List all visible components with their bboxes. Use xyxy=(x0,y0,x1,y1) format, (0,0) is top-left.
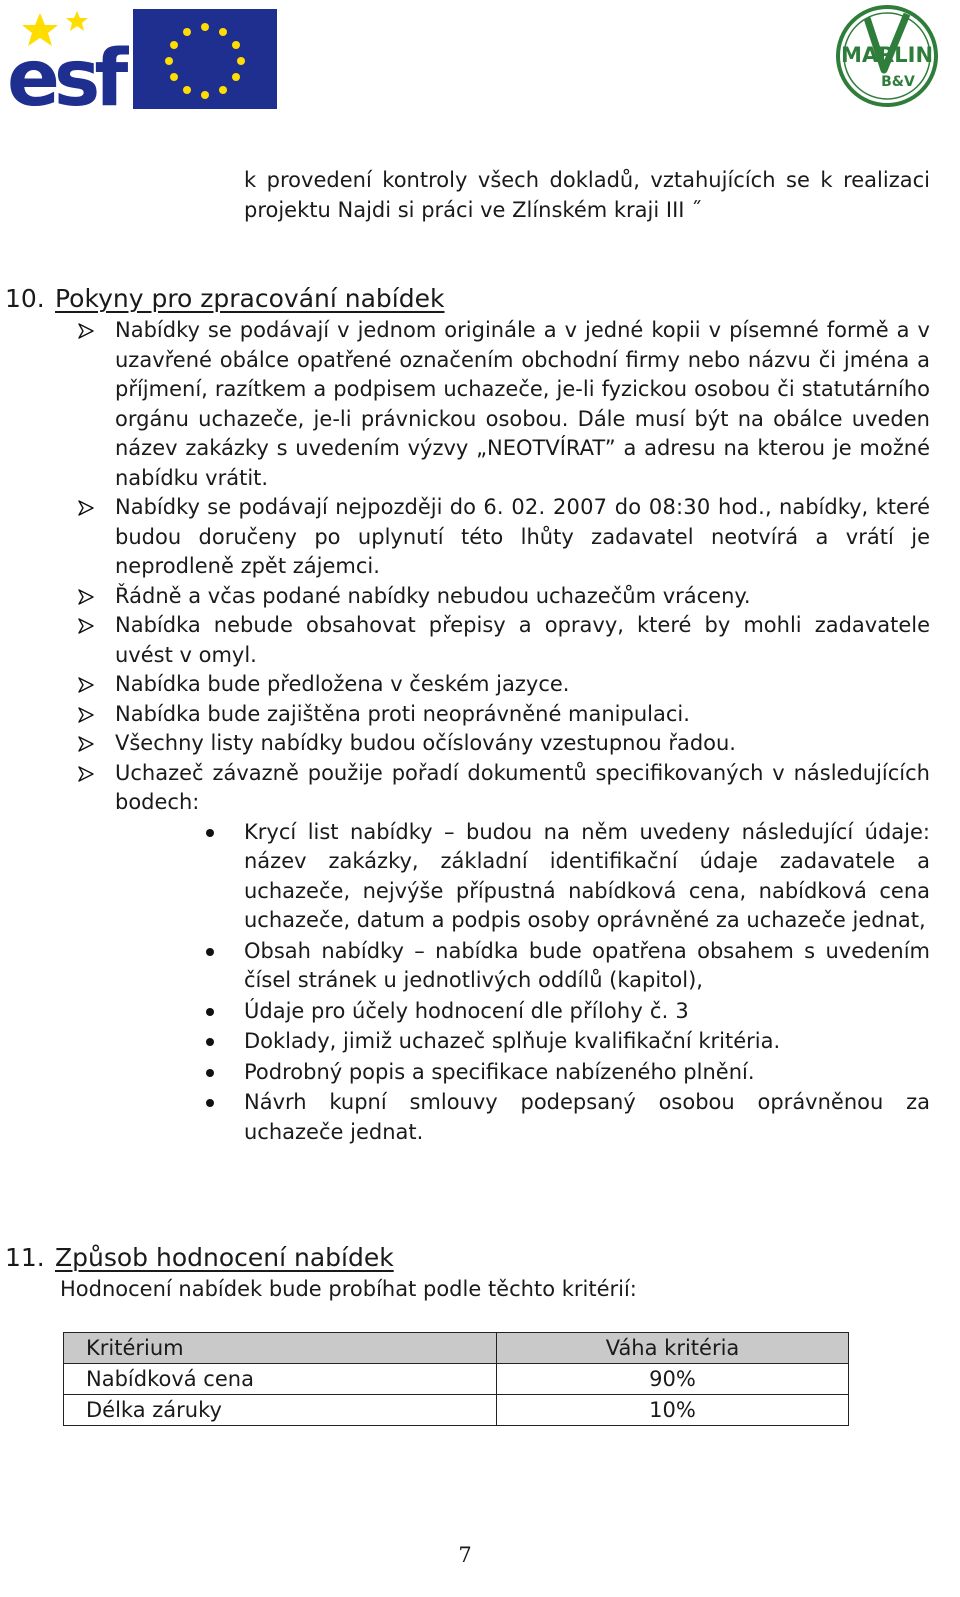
arrow-bullet-icon xyxy=(78,618,94,634)
section-10-list xyxy=(0,316,930,1148)
arrow-bullet-icon xyxy=(78,500,94,516)
section-10-number: 10. xyxy=(5,284,45,313)
list-item: Řádně a včas podané nabídky nebudou uchazečům vráceny. xyxy=(0,582,930,612)
arrow-bullet-icon xyxy=(78,707,94,723)
section-11-heading xyxy=(5,1243,394,1273)
table-cell: 90% xyxy=(497,1364,849,1395)
table-cell: 10% xyxy=(497,1395,849,1426)
section-11-title: Způsob hodnocení nabídek xyxy=(55,1243,394,1272)
arrow-bullet-icon xyxy=(78,736,94,752)
list-item: Nabídky se podávají nejpozději do 6. 02. 2007 do 08:30 hod., nabídky, které budou doručeny po uplynutí této lhůty zadavatel neotvírá a vrátí je neprodleně zpět zájemci. xyxy=(0,493,930,582)
intro-paragraph: k provedení kontroly všech dokladů, vztahujících se k realizaci projektu Najdi si práci ve Zlínském kraji III ˝ xyxy=(244,168,930,222)
section-10-title: Pokyny pro zpracování nabídek xyxy=(55,284,445,313)
page-number: 7 xyxy=(458,1543,472,1567)
list-item: Krycí list nabídky – budou na něm uvedeny následující údaje: název zakázky, základní identifikační údaje zadavatele a uchazeče, nejvýše přípustná nabídková cena, nabídková cena uchazeče, datum a podpis osoby oprávněné za uchazeče jednat, xyxy=(115,818,930,936)
bullet-dot-icon xyxy=(206,1008,214,1016)
svg-text:MARLIN: MARLIN xyxy=(840,43,934,67)
table-row xyxy=(64,1364,849,1395)
table-cell: Nabídková cena xyxy=(64,1364,497,1395)
list-item: Údaje pro účely hodnocení dle přílohy č. 3 xyxy=(115,997,930,1027)
list-item: Návrh kupní smlouvy podepsaný osobou oprávněnou za uchazeče jednat. xyxy=(115,1088,930,1147)
list-item: Uchazeč závazně použije pořadí dokumentů specifikovaných v následujících bodech: Krycí list nabídky – budou na něm uvedeny následující údaje: název zakázky, základní identifikační údaje zadavatele a uchazeče, nejvýše přípustná nabídková cena, nabídková cena uchazeče, datum a podpis osoby oprávněné za uchazeče jednat, Obsah nabídky – nabídka bude opatřena obsahem s uvedením čísel stránek u jednotlivých oddílů (kapitol), Údaje pro účely hodnocení dle přílohy č. 3 Doklady, jimiž uchazeč splňuje kvalifikační kritéria. Podrobný popis a specifikace nabízeného plnění. Návrh kupní smlouvy podepsaný osobou oprávněnou za uchazeče jednat. xyxy=(0,759,930,1148)
bullet-dot-icon xyxy=(206,829,214,837)
column-header-criterion: Kritérium xyxy=(64,1333,497,1364)
list-item: Nabídky se podávají v jednom originále a v jedné kopii v písemné formě a v uzavřené obálce opatřené označením obchodní firmy nebo názvu či jména a příjmení, razítkem a podpisem uchazeče, je-li fyzickou osobou či statutárního orgánu uchazeče, je-li právnickou osobou. Dále musí být na obálce uveden název zakázky s uvedením výzvy „NEOTVÍRAT” a adresu na kterou je možné nabídku vrátit. xyxy=(0,316,930,493)
list-item: Všechny listy nabídky budou očíslovány vzestupnou řadou. xyxy=(0,729,930,759)
document-order-list xyxy=(115,818,930,1148)
list-item: Doklady, jimiž uchazeč splňuje kvalifikační kritéria. xyxy=(115,1027,930,1057)
section-10-heading xyxy=(5,284,444,314)
list-item: Nabídka nebude obsahovat přepisy a opravy, které by mohli zadavatele uvést v omyl. xyxy=(0,611,930,670)
deadline-text: 6. 02. 2007 do 08:30 hod. xyxy=(483,495,765,519)
table-cell: Délka záruky xyxy=(64,1395,497,1426)
marlin-circle-logo xyxy=(832,0,942,112)
criteria-table xyxy=(63,1332,849,1426)
column-header-weight: Váha kritéria xyxy=(497,1333,849,1364)
list-item: Obsah nabídky – nabídka bude opatřena obsahem s uvedením čísel stránek u jednotlivých oddílů (kapitol), xyxy=(115,937,930,996)
arrow-bullet-icon xyxy=(78,589,94,605)
arrow-bullet-icon xyxy=(78,766,94,782)
bullet-dot-icon xyxy=(206,948,214,956)
svg-text:esf: esf xyxy=(7,34,123,111)
bullet-dot-icon xyxy=(206,1038,214,1046)
svg-text:B&V: B&V xyxy=(881,74,915,90)
list-item: Podrobný popis a specifikace nabízeného plnění. xyxy=(115,1058,930,1088)
section-11-number: 11. xyxy=(5,1243,45,1272)
bullet-dot-icon xyxy=(206,1069,214,1077)
esf-eu-flag-logo xyxy=(5,5,277,111)
bullet-dot-icon xyxy=(206,1099,214,1107)
table-header-row xyxy=(64,1333,849,1364)
list-item: Nabídka bude předložena v českém jazyce. xyxy=(0,670,930,700)
arrow-bullet-icon xyxy=(78,323,94,339)
table-row xyxy=(64,1395,849,1426)
evaluation-intro-text: Hodnocení nabídek bude probíhat podle těchto kritérií: xyxy=(60,1277,637,1301)
arrow-bullet-icon xyxy=(78,677,94,693)
list-item: Nabídka bude zajištěna proti neoprávněné manipulaci. xyxy=(0,700,930,730)
appendix-reference: přílohy č. 3 xyxy=(569,998,689,1023)
